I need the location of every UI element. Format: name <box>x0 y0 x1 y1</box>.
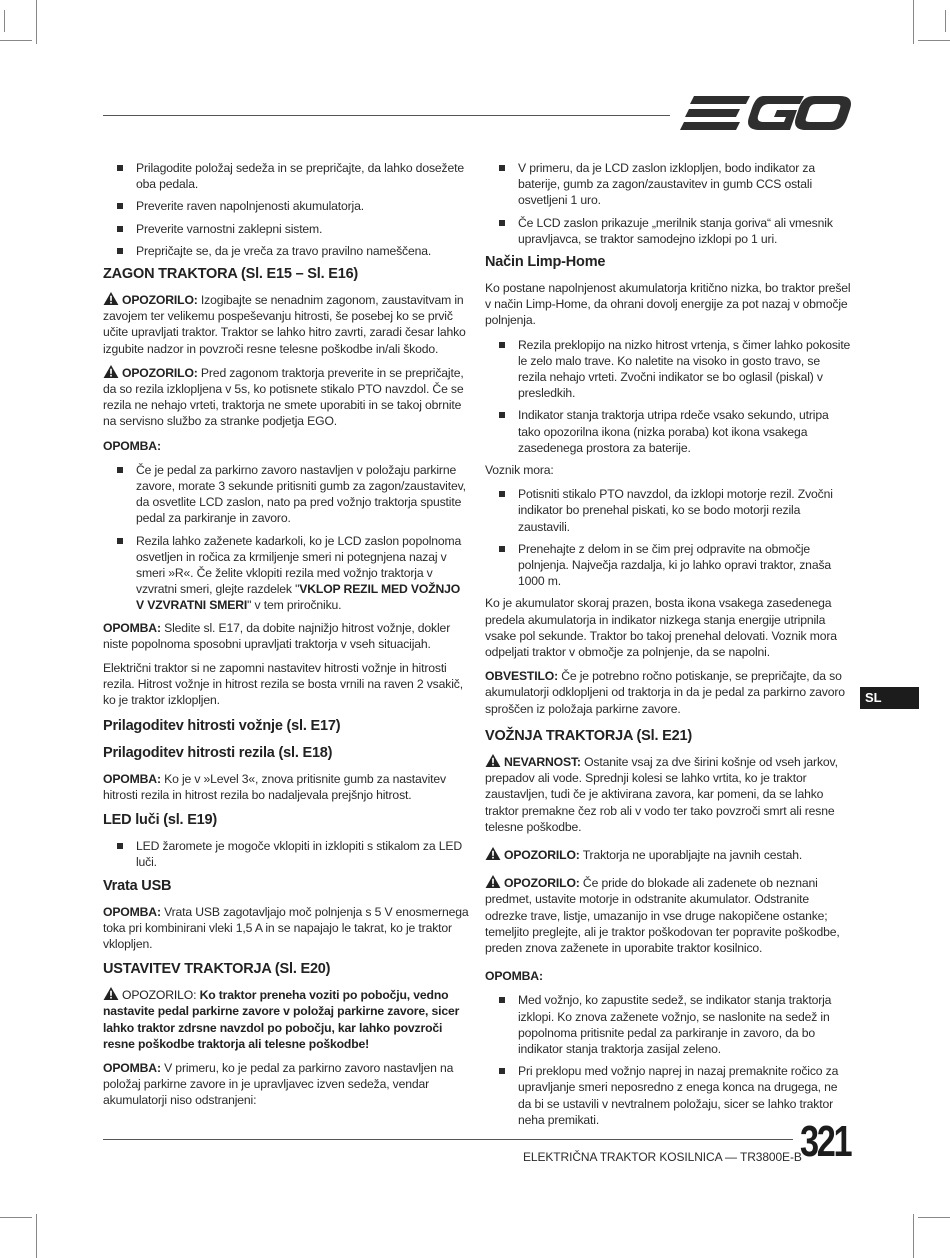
driving-note-list <box>485 992 851 1128</box>
body-paragraph: Ko postane napolnjenost akumulatorja kritično nizka, bo traktor prešel v način Limp-Home, da ohrani dovolj energije za pot nazaj v območje polnjenja. <box>485 281 851 328</box>
list-item <box>103 533 471 614</box>
list-item: LED žaromete je mogoče vklopiti in izklopiti s stikalom za LED luči. <box>103 838 471 870</box>
body-paragraph: Ko je akumulator skoraj prazen, bosta ikona vsakega zasedenega predela akumulatorja in indikator nizkega stanja energije utripnila vsake pol sekunde. Traktor bo takoj prenehal delovati. Voznik mora odpeljati traktor v območje za polnjenje, da se napolni. <box>485 596 837 660</box>
warning-label: OPOZORILO: <box>122 988 197 1003</box>
page-number: 321 <box>800 1117 851 1166</box>
warning-paragraph <box>103 987 471 1052</box>
section-heading-driving: VOŽNJA TRAKTORJA (Sl. E21) <box>485 727 692 744</box>
list-item: Preverite varnostni zaklepni sistem. <box>103 221 471 237</box>
warning-label: OPOZORILO: <box>504 847 580 862</box>
note-text: Sledite sl. E17, da dobite najnižjo hitrost vožnje, dokler niste popolnoma sposobni upravljati traktorja v vseh situacijah. <box>103 620 451 651</box>
warning-paragraph <box>103 292 471 357</box>
danger-text: Ostanite vsaj za dve širini košnje od vseh jarkov, prepadov ali vode. Sprednji kolesi se lahko vrtita, ko je traktor zaustavljen, tudi če je aktivirana zavora, kar pomeni, da se lahko traktor premakne čez rob ali v vodo ter tako povzroči smrt ali resne telesne poškodbe. <box>485 754 838 834</box>
warning-label: OPOZORILO: <box>122 293 198 308</box>
list-item: Prilagodite položaj sedeža in se prepričajte, da lahko dosežete oba pedala. <box>103 160 471 192</box>
list-item-text: " v tem priročniku. <box>247 598 342 613</box>
notice-label: OBVESTILO: <box>485 669 558 684</box>
ego-logo <box>680 94 852 134</box>
led-list <box>103 838 471 870</box>
driver-list <box>485 486 851 589</box>
warning-icon <box>103 365 119 378</box>
warning-paragraph <box>485 847 851 863</box>
notice-text: Če je potrebno ročno potiskanje, se prepričajte, da so akumulatorji odklopljeni od traktorja in da je pedal za parkirno zavoro sproščen iz položaja parkirne zavore. <box>485 669 845 716</box>
warning-icon <box>103 987 119 1000</box>
warning-text: Pred zagonom traktorja preverite in se prepričajte, da so rezila izklopljena v 5s, ko potisnete stikalo PTO navzdol. Če se rezila ne nehajo vrteti, traktorja ne smete uporabiti in se takoj obrnite na servisno službo za stranke podjetja EGO. <box>103 365 464 429</box>
note-text: V primeru, ko je pedal za parkirno zavoro nastavljen na položaj parkirne zavore in je upravljavec izven sedeža, vendar akumulatorji niso odstranjeni: <box>103 1060 454 1108</box>
list-item: Rezila preklopijo na nizko hitrost vrtenja, s čimer lahko pokosite le zelo malo trave. Ko naletite na visoko in gosto travo, se rezila nehajo vrteti. Zvočni indikator se bo oglasil (piskal) v presledkih. <box>485 337 851 402</box>
warning-icon <box>103 292 119 305</box>
section-heading-start: ZAGON TRAKTORA (Sl. E15 – Sl. E16) <box>103 266 359 283</box>
header-rule <box>103 115 670 116</box>
list-item: Če je pedal za parkirno zavoro nastavljen v položaju parkirne zavore, morate 3 sekunde pritisniti gumb za zagon/zaustavitev, da osvetlite LCD zaslon, nato pa pred vožnjo traktorja spustite pedal za parkiranje in zavoro. <box>103 462 471 527</box>
language-tab: SL <box>860 687 919 709</box>
list-item: V primeru, da je LCD zaslon izklopljen, bodo indikator za baterije, gumb za zagon/zaustavitev in gumb CCS ostali osvetljeni 1 uro. <box>485 160 851 209</box>
limp-list <box>485 337 851 456</box>
note-paragraph <box>103 904 471 953</box>
list-item: Potisniti stikalo PTO navzdol, da izklopi motorje rezil. Zvočni indikator bo prenehal piskati, ko se bodo motorji rezila zaustavili. <box>485 486 851 535</box>
body-paragraph: Električni traktor si ne zapomni nastavitev hitrosti vožnje in hitrosti rezila. Hitrost vožnje in hitrost rezila se bosta vrnili na raven 2 vsakič, ko je traktor izklopljen. <box>103 661 463 708</box>
note-label-text: OPOMBA: <box>103 438 161 453</box>
section-heading-usb: Vrata USB <box>103 877 172 894</box>
cross-reference: VKLOP REZIL MED VOŽNJO V VZVRATNI SMERI <box>136 582 461 613</box>
warning-text: Če pride do blokade ali zadenete ob neznani predmet, ustavite motorje in odstranite akumulator. Odstranite odrezke trave, listje, umazanijo in vse druge nakopičene ostanke; temeljito preglejte, ali je traktor poškodovan ter popravite poškodbe, preden znova zaženete in uporabite traktor kosilnico. <box>485 876 840 955</box>
note-label-text: OPOMBA: <box>103 620 161 635</box>
note-label <box>485 968 851 984</box>
warning-text: Traktorja ne uporabljajte na javnih cestah. <box>579 847 803 862</box>
continued-list <box>485 160 851 247</box>
list-item: Med vožnjo, ko zapustite sedež, se indikator stanja traktorja izklopi. Ko znova zaženete vožnjo, se naslonite na sedež in popolnoma pritisnite pedal za parkiranje in zavoro, da bo indikator stanja traktorja zasijal zeleno. <box>485 992 851 1057</box>
right-column <box>485 160 851 1134</box>
list-item: Če LCD zaslon prikazuje „merilnik stanja goriva“ ali vmesnik upravljavca, se traktor samodejno izklopi po 1 uri. <box>485 215 851 247</box>
warning-icon <box>485 754 501 767</box>
list-item: Pri preklopu med vožnjo naprej in nazaj premaknite ročico za upravljanje smeri neposredno z enega konca na drugega, ne da bi se ustavili v nevtralnem položaju, sicer se lahko traktor neha premikati. <box>485 1063 851 1128</box>
notice-paragraph <box>485 668 851 717</box>
danger-label: NEVARNOST: <box>504 754 581 769</box>
note-label-text: OPOMBA: <box>103 1060 161 1075</box>
crop-mark <box>4 10 5 32</box>
note-paragraph <box>103 620 471 652</box>
warning-text: Izogibajte se nenadnim zagonom, zaustavitvam in zavojem ter velikemu pospeševanju hitrosti, še posebej ko se prvič učite upravljati traktor. Traktor se lahko hitro zavrti, zaradi česar lahko izgubite nadzor in povzroči resne telesne poškodbe in/ali škodo. <box>103 293 466 356</box>
warning-paragraph <box>103 365 471 430</box>
crop-mark <box>0 1217 32 1218</box>
list-item: Prepričajte se, da je vreča za travo pravilno nameščena. <box>103 243 471 259</box>
crop-mark <box>36 1214 37 1258</box>
note-label <box>103 438 471 454</box>
warning-paragraph <box>485 875 851 956</box>
crop-mark <box>913 0 914 44</box>
checklist <box>103 160 471 259</box>
note-label-text: OPOMBA: <box>485 969 543 984</box>
note-label-text: OPOMBA: <box>103 771 161 786</box>
warning-icon <box>485 875 501 888</box>
note-label-text: OPOMBA: <box>103 904 161 919</box>
warning-label: OPOZORILO: <box>504 876 580 891</box>
crop-mark <box>918 40 950 41</box>
list-item: Preverite raven napolnjenosti akumulatorja. <box>103 198 471 214</box>
left-column <box>103 160 471 1117</box>
list-item: Indikator stanja traktorja utripa rdeče vsako sekundo, utripa tako opozorilna ikona (nizka poraba) kot ikona vsakega zasedenega prostora za baterije. <box>485 407 851 456</box>
section-heading-drive-speed: Prilagoditev hitrosti vožnje (sl. E17) <box>103 717 341 734</box>
note-paragraph <box>103 1060 471 1109</box>
list-item: Prenehajte z delom in se čim prej odpravite na območje polnjenja. Največja razdalja, ki jo lahko opravi traktor, znaša 1000 m. <box>485 541 851 590</box>
crop-mark <box>918 1217 950 1218</box>
footer-title: ELEKTRIČNA TRAKTOR KOSILNICA — TR3800E-B <box>523 1150 802 1164</box>
note-text: Vrata USB zagotavljajo moč polnjenja s 5 V enosmernega toka pri kombinirani vleki 1,5 A in se napajajo le takrat, ko je traktor vklopljen. <box>103 904 469 951</box>
warning-label: OPOZORILO: <box>122 365 198 380</box>
crop-mark <box>945 10 946 32</box>
section-heading-limp-home: Način Limp-Home <box>485 254 606 271</box>
section-heading-blade-speed: Prilagoditev hitrosti rezila (sl. E18) <box>103 744 333 761</box>
crop-mark <box>36 0 37 44</box>
danger-paragraph <box>485 754 851 835</box>
section-heading-led: LED luči (sl. E19) <box>103 812 218 829</box>
crop-mark <box>913 1214 914 1258</box>
body-paragraph: Voznik mora: <box>485 463 554 478</box>
note-list <box>103 462 471 614</box>
list-item-text: Rezila lahko zaženete kadarkoli, ko je LCD zaslon popolnoma osvetljen in ročica za krmiljenje smeri ni potegnjena nazaj v smeri »R«. Če želite vklopiti rezila med vožnjo traktorja v vzvratni smeri, glejte razdelek " <box>136 533 462 597</box>
crop-mark <box>0 40 32 41</box>
note-paragraph <box>103 771 471 803</box>
warning-text: Ko traktor preneha voziti po pobočju, vedno nastavite pedal parkirne zavore v položaj parkirne zavore, sicer lahko traktor zdrsne navzdol po pobočju, kar lahko povzroči resne poškodbe traktorja ali telesne poškodbe! <box>103 988 460 1051</box>
section-heading-stop: USTAVITEV TRAKTORJA (Sl. E20) <box>103 961 331 978</box>
warning-icon <box>485 847 501 860</box>
note-text: Ko je v »Level 3«, znova pritisnite gumb za nastavitev hitrosti rezila in hitrost rezila bo nadaljevala prejšnjo hitrost. <box>103 771 446 802</box>
footer-rule <box>103 1139 793 1140</box>
